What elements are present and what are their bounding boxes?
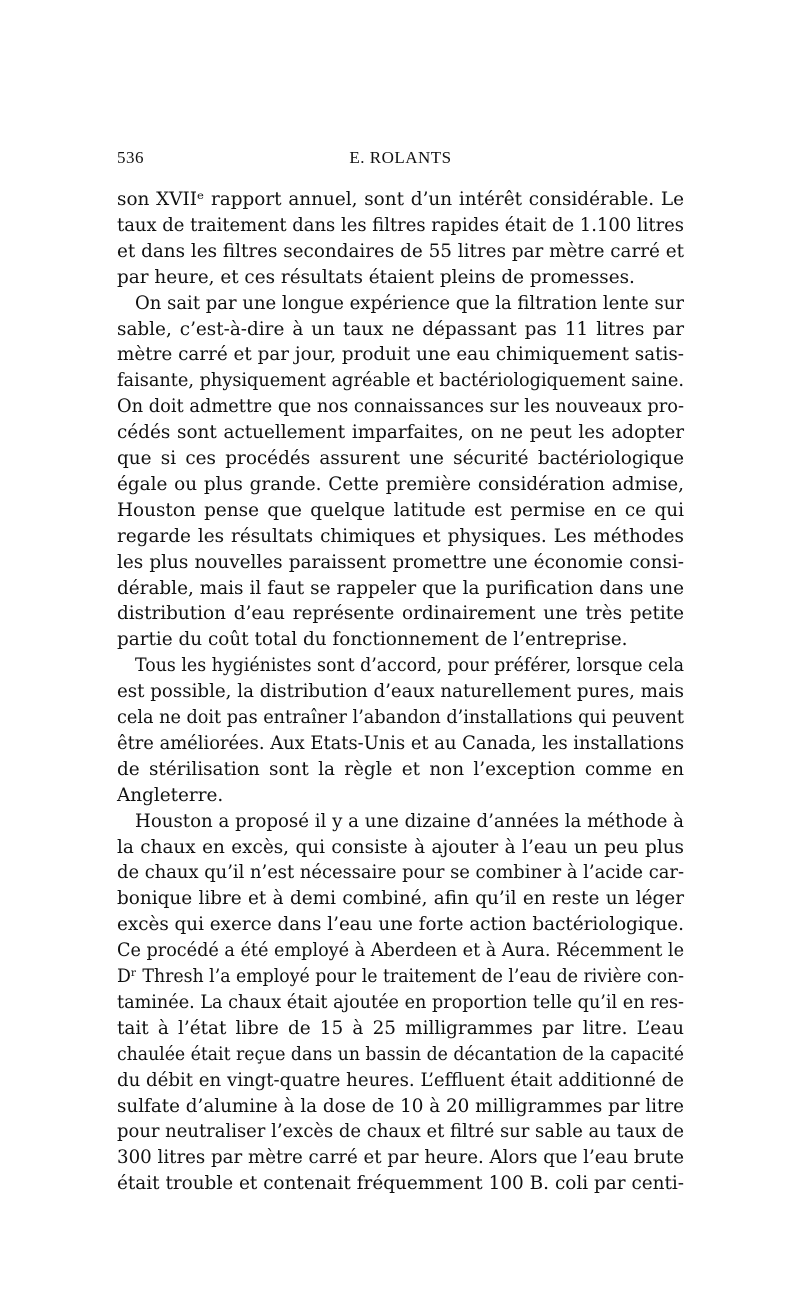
text-line: Houston a proposé il y a une dizaine d’années la méthode à bbox=[135, 810, 684, 832]
text-line: taux de traitement dans les filtres rapides était de 1.100 litres bbox=[117, 214, 684, 236]
text-line: Houston pense que quelque latitude est permise en ce qui bbox=[117, 499, 684, 521]
text-line: On sait par une longue expérience que la filtration lente sur bbox=[135, 292, 684, 314]
running-head bbox=[117, 148, 684, 172]
text-line: était trouble et contenait fréquemment 100 B. coli par centi- bbox=[117, 1173, 684, 1195]
text-line: de chaux qu’il n’est nécessaire pour se combiner à l’acide car- bbox=[117, 862, 684, 884]
text-line: la chaux en excès, qui consiste à ajouter à l’eau un peu plus bbox=[117, 836, 684, 858]
text-line: partie du coût total du fonctionnement de l’entreprise. bbox=[117, 629, 628, 651]
text-line: du débit en vingt-quatre heures. L’effluent était additionné de bbox=[117, 1069, 684, 1091]
text-line: égale ou plus grande. Cette première considération admise, bbox=[117, 473, 684, 495]
text-line: dérable, mais il faut se rappeler que la purification dans une bbox=[117, 577, 684, 599]
text-line: chaulée était reçue dans un bassin de décantation de la capacité bbox=[117, 1043, 684, 1065]
text-line: cédés sont actuellement imparfaites, on ne peut les adopter bbox=[117, 422, 684, 444]
text-line: pour neutraliser l’excès de chaux et filtré sur sable au taux de bbox=[117, 1121, 684, 1143]
text-line: Angleterre. bbox=[117, 784, 224, 806]
text-line: sable, c’est-à-dire à un taux ne dépassant pas 11 litres par bbox=[117, 318, 684, 340]
page-number: 536 bbox=[117, 148, 144, 167]
text-line: les plus nouvelles paraissent promettre une économie consi- bbox=[117, 551, 684, 573]
text-line: sulfate d’alumine à la dose de 10 à 20 milligrammes par litre bbox=[117, 1095, 684, 1117]
text-line: regarde les résultats chimiques et physiques. Les méthodes bbox=[117, 525, 684, 547]
text-line: 300 litres par mètre carré et par heure. Alors que l’eau brute bbox=[117, 1147, 684, 1169]
text-line: et dans les filtres secondaires de 55 litres par mètre carré et bbox=[117, 240, 684, 262]
text-line: Ce procédé a été employé à Aberdeen et à Aura. Récemment le bbox=[117, 940, 684, 962]
text-line: excès qui exerce dans l’eau une forte action bactériologique. bbox=[117, 914, 684, 936]
text-line: que si ces procédés assurent une sécurité bactériologique bbox=[117, 448, 684, 469]
running-title: E. ROLANTS bbox=[349, 148, 452, 167]
text-line: être améliorées. Aux Etats-Unis et au Canada, les installations bbox=[117, 732, 684, 754]
text-line: de stérilisation sont la règle et non l’exception comme en bbox=[117, 758, 684, 780]
text-line: Dʳ Thresh l’a employé pour le traitement de l’eau de rivière con- bbox=[117, 966, 684, 987]
text-line: par heure, et ces résultats étaient pleins de promesses. bbox=[117, 266, 635, 288]
text-line: faisante, physiquement agréable et bactériologiquement saine. bbox=[117, 370, 684, 392]
text-line: Tous les hygiénistes sont d’accord, pour préférer, lorsque cela bbox=[135, 655, 684, 677]
text-line: mètre carré et par jour, produit une eau chimiquement satis- bbox=[117, 344, 684, 366]
text-line: distribution d’eau représente ordinairement une très petite bbox=[117, 603, 684, 625]
text-line: tait à l’état libre de 15 à 25 milligrammes par litre. L’eau bbox=[117, 1017, 684, 1039]
text-line: cela ne doit pas entraîner l’abandon d’installations qui peuvent bbox=[117, 707, 684, 728]
text-line: est possible, la distribution d’eaux naturellement pures, mais bbox=[117, 681, 684, 703]
text-line: son XVIIᵉ rapport annuel, sont d’un intérêt considérable. Le bbox=[117, 189, 684, 210]
text-line: taminée. La chaux était ajoutée en proportion telle qu’il en res- bbox=[117, 991, 684, 1013]
text-line: bonique libre et à demi combiné, afin qu’il en reste un léger bbox=[117, 888, 684, 910]
text-line: On doit admettre que nos connaissances sur les nouveaux pro- bbox=[117, 396, 684, 418]
